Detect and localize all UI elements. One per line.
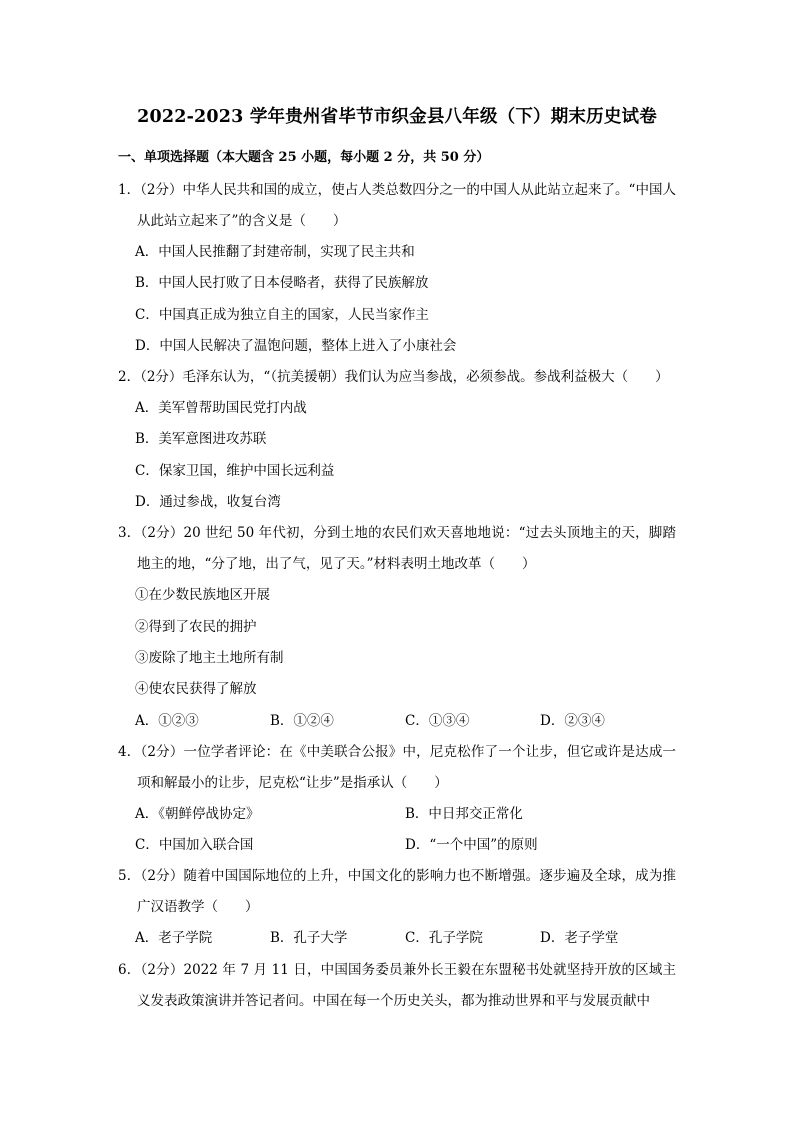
question-number: 6． xyxy=(118,961,141,978)
question-number: 1． xyxy=(118,182,141,198)
option-c: C．中国加入联合国 xyxy=(135,837,254,854)
option-a: A．①②③ xyxy=(135,712,199,729)
question-number: 5． xyxy=(118,868,141,885)
question-number: 4． xyxy=(118,743,141,760)
question-3 xyxy=(118,518,676,736)
option-b: B．①②④ xyxy=(270,712,334,729)
option-a: A．美军曾帮助国民党打内战 xyxy=(135,400,307,417)
question-6 xyxy=(118,955,676,1017)
question-list xyxy=(118,175,676,1017)
option-list xyxy=(118,706,676,737)
statement-4: ④使农民获得了解放 xyxy=(135,681,257,698)
question-number: 3． xyxy=(118,525,141,542)
question-stem: 4．（2分）一位学者评论：在《中美联合公报》中，尼克松作了一个让步，但它或许是达成一项和解最小的让步，尼克松“让步”是指承认（ ） xyxy=(118,743,677,791)
option-list xyxy=(118,393,676,518)
statement-2: ②得到了农民的拥护 xyxy=(135,618,257,635)
option-c: C．孔子学院 xyxy=(405,930,483,947)
question-stem: 6．（2分）2022 年 7 月 11 日，中国国务委员兼外长王毅在东盟秘书处就坚持开放的区域主义发表政策演讲并答记者问。中国在每一个历史关头，都为推动世界和平与发展贡献中 xyxy=(118,961,677,1009)
question-5 xyxy=(118,861,676,954)
option-b: B．美军意图进攻苏联 xyxy=(135,431,267,448)
option-a: A．《朝鲜停战协定》 xyxy=(135,805,260,822)
question-2 xyxy=(118,362,676,518)
option-list xyxy=(118,799,676,862)
option-b: B．中日邦交正常化 xyxy=(405,805,523,822)
option-c: C．①③④ xyxy=(405,712,470,729)
question-stem: 1．（2分）中华人民共和国的成立，使占人类总数四分之一的中国人从此站立起来了。“中国人从此站立起来了”的含义是（ ） xyxy=(118,182,676,229)
option-b: B．孔子大学 xyxy=(270,930,348,947)
question-number: 2． xyxy=(118,369,141,386)
question-stem: 3．（2分）20 世纪 50 年代初，分到土地的农民们欢天喜地地说：“过去头顶地主的天，脚踏地主的地，“分了地，出了气，见了天。”材料表明土地改革（ ） xyxy=(118,525,676,573)
option-c: C．中国真正成为独立自主的国家，人民当家作主 xyxy=(135,306,429,323)
question-1 xyxy=(118,175,676,362)
option-d: D．②③④ xyxy=(540,712,605,729)
option-d: D．老子学堂 xyxy=(540,930,619,947)
exam-title: 2022-2023 学年贵州省毕节市织金县八年级（下）期末历史试卷 xyxy=(137,107,657,127)
option-a: A．老子学院 xyxy=(135,930,213,947)
option-a: A．中国人民推翻了封建帝制，实现了民主共和 xyxy=(135,244,415,260)
question-stem: 5．（2分）随着中国国际地位的上升，中国文化的影响力也不断增强。逐步遍及全球，成为推广汉语教学（ ） xyxy=(118,868,677,916)
option-d: D．“一个中国”的原则 xyxy=(405,837,538,854)
option-c: C．保家卫国，维护中国长远利益 xyxy=(135,462,335,479)
statement-list xyxy=(118,580,676,705)
option-list xyxy=(118,237,676,362)
option-d: D．中国人民解决了温饱问题，整体上进入了小康社会 xyxy=(135,337,457,354)
option-b: B．中国人民打败了日本侵略者，获得了民族解放 xyxy=(135,275,429,292)
statement-3: ③废除了地主土地所有制 xyxy=(135,649,284,666)
option-list xyxy=(118,923,676,954)
statement-1: ①在少数民族地区开展 xyxy=(135,587,270,604)
question-4 xyxy=(118,737,676,862)
option-d: D．通过参战，收复台湾 xyxy=(135,494,281,511)
question-stem: 2．（2分）毛泽东认为，“（抗美援朝）我们认为应当参战，必须参战。参战利益极大（ ） xyxy=(118,369,669,386)
section-heading: 一、单项选择题（本大题含 25 小题，每小题 2 分，共 50 分） xyxy=(118,150,490,165)
